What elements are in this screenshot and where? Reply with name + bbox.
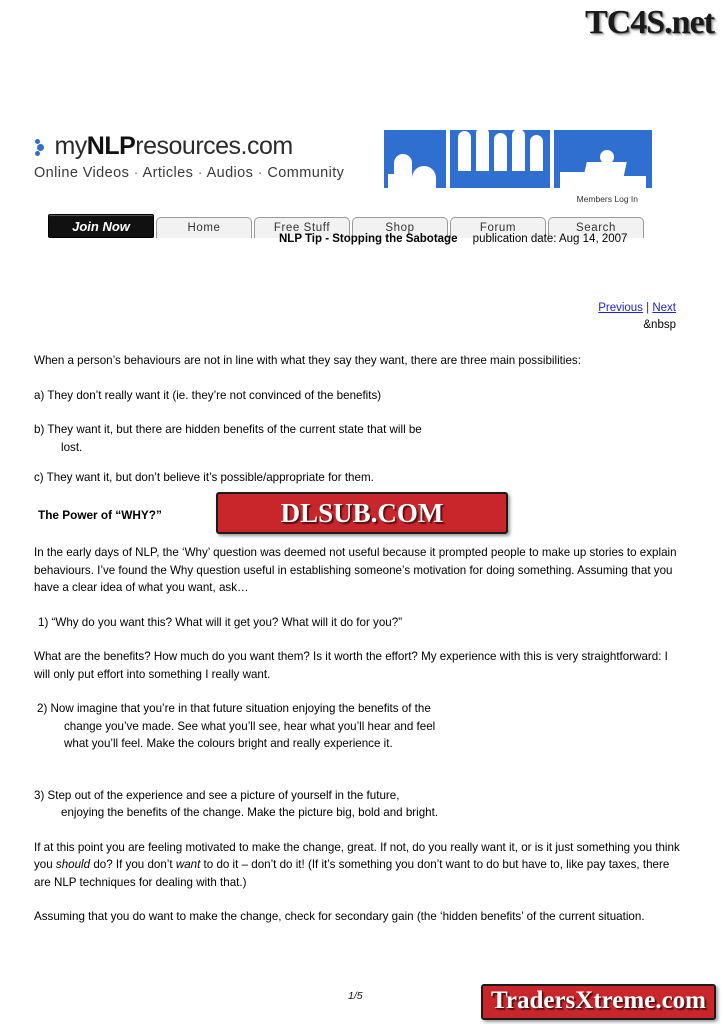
members-login-link[interactable]: Members Log In [576, 194, 638, 204]
banner-image-landscape [554, 130, 652, 188]
watermark-bottom-right [481, 984, 716, 1020]
step-2 [34, 700, 682, 753]
logo-prefix: my [54, 132, 87, 160]
step-3-line2: enjoying the benefits of the change. Make the picture big, bold and bright. [61, 806, 439, 819]
nav-tab-home[interactable]: Home [156, 217, 252, 238]
paragraph-secondary-gain: Assuming that you do want to make the change, check for secondary gain (the ‘hidden benefits’ of the current situation. [34, 910, 645, 923]
watermark-center [216, 492, 508, 534]
previous-link[interactable]: Previous [598, 302, 643, 314]
site-logo[interactable] [34, 132, 374, 181]
logo-text [34, 132, 374, 161]
logo-tagline: Online Videos · Articles · Audios · Community [34, 165, 345, 181]
article-publication-date: publication date: Aug 14, 2007 [472, 233, 628, 245]
watermark-bottom-right-text: TradersXtreme.com [491, 987, 706, 1014]
nav-tab-forum[interactable]: Forum [450, 217, 546, 238]
nav-tab-search[interactable]: Search [548, 217, 644, 238]
step-3 [34, 787, 682, 822]
emphasis-should: should [55, 858, 91, 871]
banner-image-person [384, 130, 446, 188]
step-1: 1) “Why do you want this? What will it get you? What will it do for you?” [38, 615, 403, 629]
next-link[interactable]: Next [652, 302, 676, 314]
page-number: 1/5 [348, 990, 363, 1002]
nav-tab-free-stuff[interactable]: Free Stuff [254, 217, 350, 238]
banner-image-group [450, 130, 550, 188]
banner-image-strip [384, 130, 652, 188]
article-title: NLP Tip - Stopping the Sabotage [279, 233, 458, 245]
article-header [279, 233, 627, 245]
article-pager [598, 302, 676, 314]
option-b-line2: lost. [61, 440, 83, 454]
nav-tab-shop[interactable]: Shop [352, 217, 448, 238]
step-2-line1: 2) Now imagine that you’re in that future situation enjoying the benefits of the [37, 702, 431, 715]
step-2-line3: what you’ll feel. Make the colours bright and really experience it. [64, 737, 393, 750]
paragraph-benefits: What are the benefits? How much do you want them? Is it worth the effort? My experience with this is very straightforward: I will only put effort into something I really want. [34, 650, 668, 681]
paragraph-why-history: In the early days of NLP, the ‘Why’ question was deemed not useful because it prompted people to make up stories to explain behaviours. I’ve found the Why question useful in establishing someone’s motivation for doing something. Assuming that you have a clear idea of what you want, ask… [34, 546, 677, 594]
tagline-videos: Online Videos [34, 165, 130, 181]
paragraph-motivated-part-a: If at this point you are feeling motivated to make the change, great. If not, do you really want it, or is it just something you think you [34, 840, 680, 871]
tagline-community: Community [267, 165, 345, 181]
watermark-top-right: TC4S.net [585, 4, 714, 41]
option-c: c) They want it, but don’t believe it’s possible/appropriate for them. [34, 471, 374, 484]
step-2-line2: change you’ve made. See what you’ll see, hear what you’ll hear and feel [64, 719, 436, 733]
tagline-audios: Audios [206, 165, 254, 181]
paragraph-motivated-part-c: to do it – don’t do it! (If it’s something you don’t want to do but have to, like pay taxes, there are NLP techniques for dealing with that.) [34, 858, 670, 889]
watermark-center-text: DLSUB.COM [280, 497, 444, 528]
pager-nbsp-text: &nbsp [643, 319, 676, 331]
option-b-line1: b) They want it, but there are hidden benefits of the current state that will be [34, 423, 422, 436]
option-a: a) They don’t really want it (ie. they’re not convinced of the benefits) [34, 388, 382, 402]
paragraph-motivated-part-b: do? If you don’t [90, 858, 176, 871]
join-now-button[interactable]: Join Now [48, 214, 154, 238]
option-b [34, 421, 682, 456]
article-body [34, 352, 682, 943]
section-subheading: The Power of “WHY?” [38, 507, 162, 522]
paragraph-intro: When a person’s behaviours are not in line with what they say they want, there are three main possibilities: [34, 354, 581, 367]
logo-dots-icon [34, 137, 48, 157]
logo-bold: NLP [86, 132, 136, 160]
emphasis-want: want [175, 858, 201, 871]
paragraph-motivated [34, 839, 682, 892]
tagline-articles: Articles [142, 165, 194, 181]
step-3-line1: 3) Step out of the experience and see a picture of yourself in the future, [34, 788, 400, 802]
pager-separator: | [646, 302, 650, 314]
logo-suffix: resources.com [135, 132, 293, 160]
